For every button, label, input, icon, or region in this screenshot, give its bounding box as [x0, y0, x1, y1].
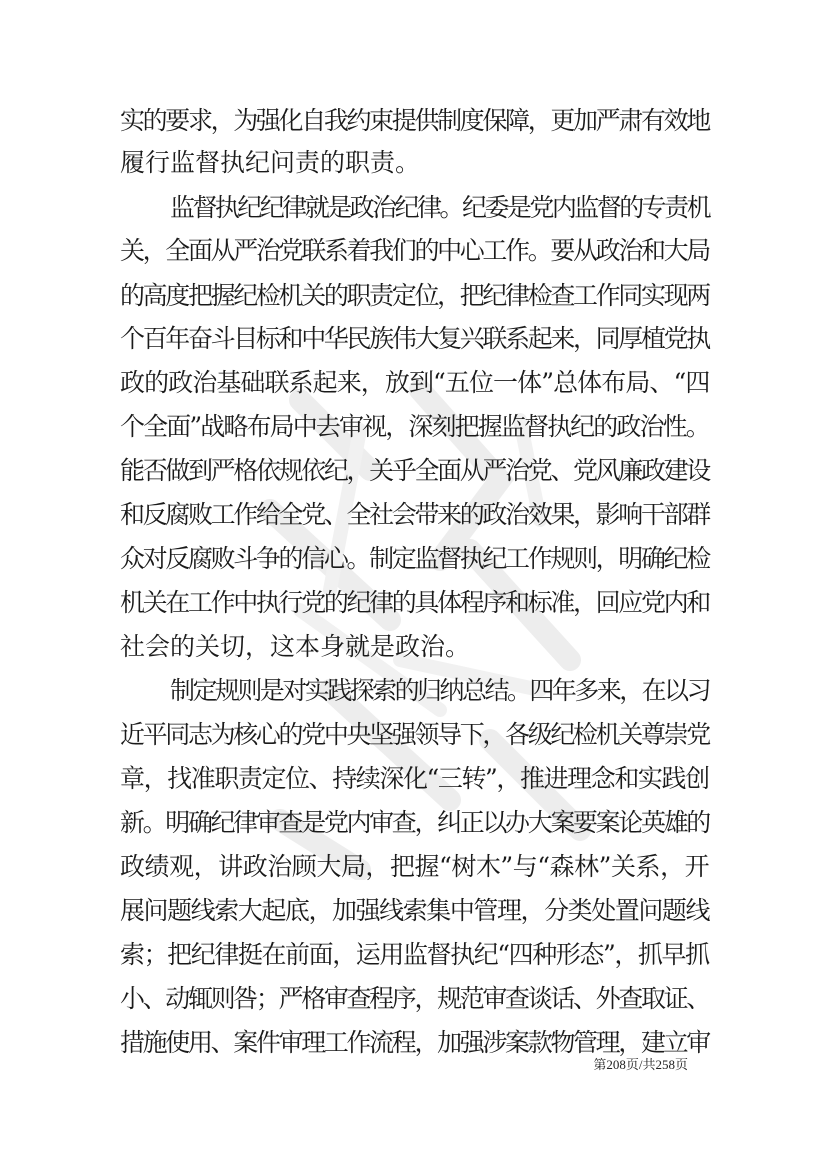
text-line: 能否做到严格依规依纪，关乎全面从严治党、党风廉政建设: [120, 456, 709, 485]
text-line: 个百年奋斗目标和中华民族伟大复兴联系起来，同厚植党执: [120, 324, 709, 353]
text-line: 索；把纪律挺在前面，运用监督执纪“四种形态”，抓早抓: [120, 940, 709, 969]
text-line: 制定规则是对实践探索的归纳总结。四年多来，在以习: [170, 676, 710, 705]
text-line: 和反腐败工作给全党、全社会带来的政治效果，影响干部群: [120, 500, 709, 529]
text-line: 近平同志为核心的党中央坚强领导下，各级纪检机关尊崇党: [120, 720, 709, 749]
text-line: 机关在工作中执行党的纪律的具体程序和标准，回应党内和: [120, 588, 709, 617]
text-line: 章，找准职责定位、持续深化“三转”，推进理念和实践创: [120, 764, 709, 793]
page-number: 第208页/共258页: [593, 1057, 688, 1072]
text-line: 展问题线索大起底，加强线索集中管理，分类处置问题线: [120, 896, 710, 925]
text-line: 政绩观，讲政治顾大局，把握“树木”与“森林”关系，开: [120, 852, 710, 881]
text-line: 关，全面从严治党联系着我们的中心工作。要从政治和大局: [120, 236, 709, 265]
text-line: 的高度把握纪检机关的职责定位，把纪律检查工作同实现两: [120, 281, 709, 310]
text-line: 实的要求，为强化自我约束提供制度保障，更加严肃有效地: [120, 106, 709, 135]
text-line: 小、动辄则咎；严格审查程序，规范审查谈话、外查取证、: [120, 984, 709, 1013]
text-line: 措施使用、案件审理工作流程，加强涉案款物管理，建立审: [120, 1028, 709, 1057]
text-line: 新。明确纪律审查是党内审查，纠正以办大案要案论英雄的: [120, 808, 709, 837]
text-line: 监督执纪纪律就是政治纪律。纪委是党内监督的专责机: [170, 193, 710, 222]
text-line: 个全面”战略布局中去审视，深刻把握监督执纪的政治性。: [120, 412, 709, 441]
text-line: 政的政治基础联系起来，放到“五位一体”总体布局、“四: [120, 368, 710, 397]
text-line: 众对反腐败斗争的信心。制定监督执纪工作规则，明确纪检: [120, 544, 709, 573]
text-line: 履行监督执纪问责的职责。: [120, 148, 421, 177]
text-line: 社会的关切，这本身就是政治。: [120, 632, 471, 661]
